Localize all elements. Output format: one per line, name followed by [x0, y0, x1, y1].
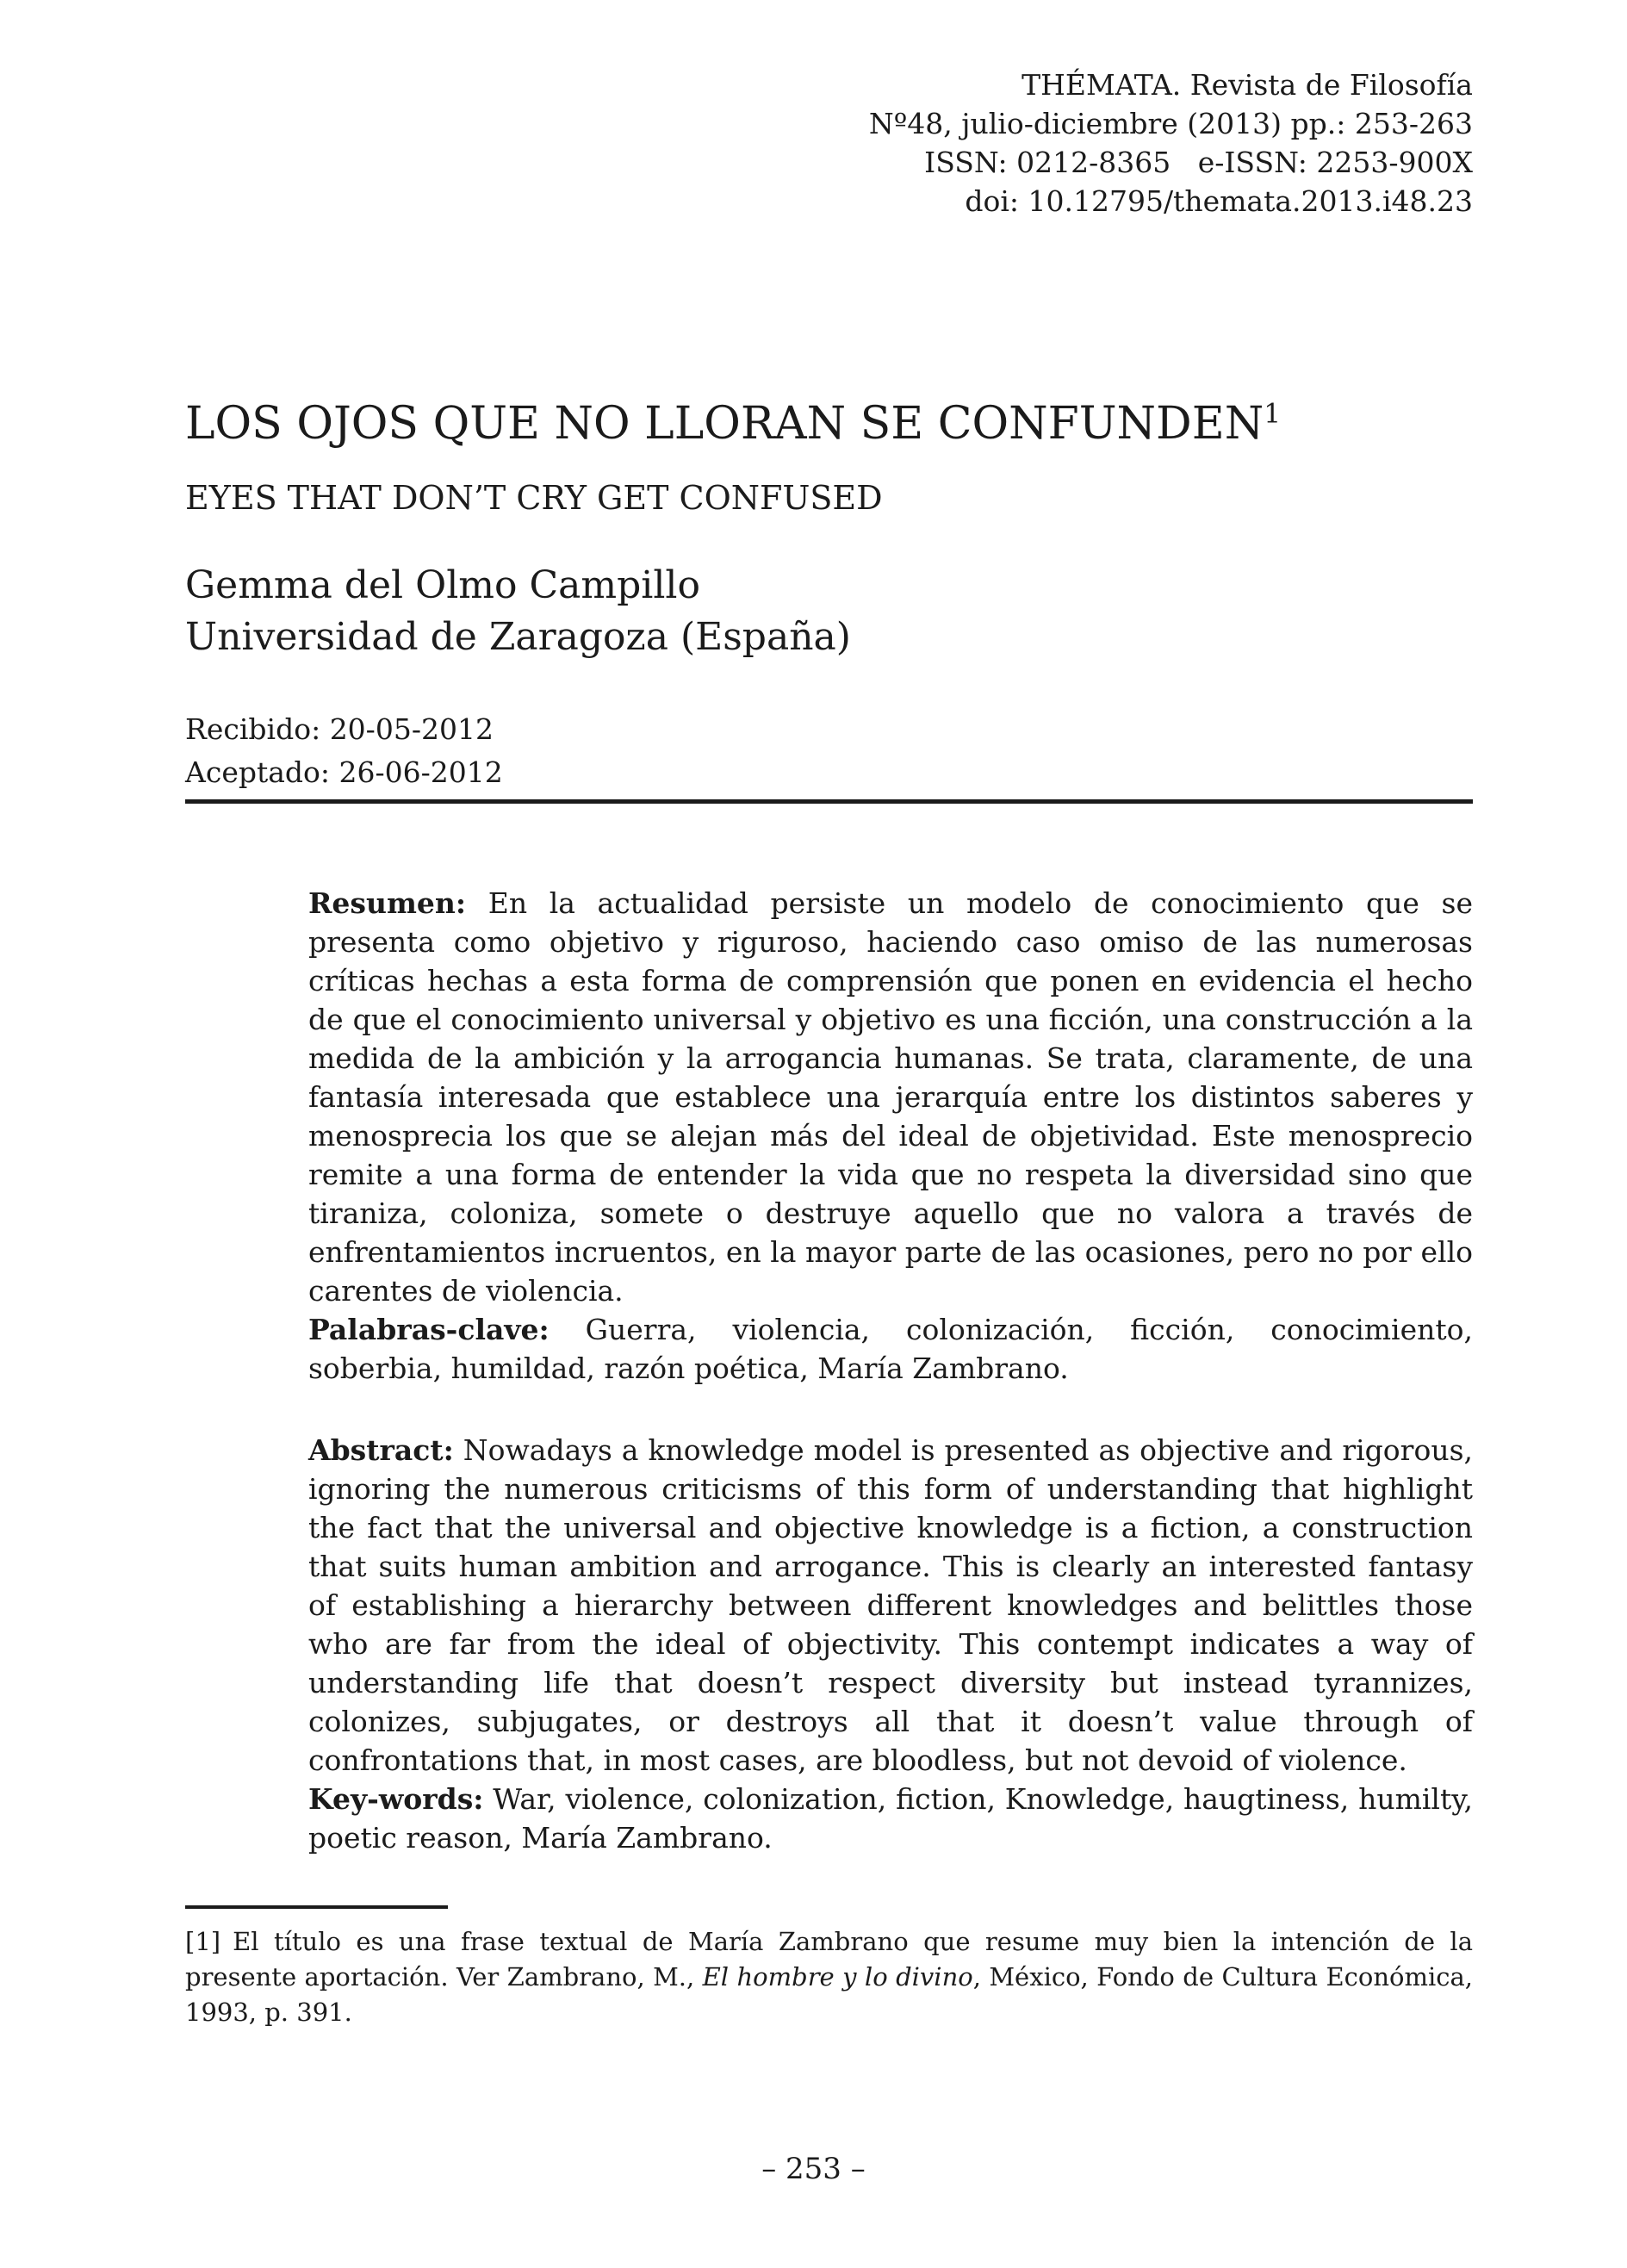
abstract-en-label: Abstract:: [308, 1433, 454, 1467]
received-date: Recibido: 20-05-2012: [185, 712, 494, 746]
journal-issn-line: ISSN: 0212-8365 e-ISSN: 2253-900X: [924, 146, 1473, 179]
author-block: [185, 560, 851, 663]
abstract-es-text: En la actualidad persiste un modelo de conocimiento que se presenta como objetivo y riguroso, haciendo caso omiso de las numerosas críticas hechas a esta forma de comprensión que ponen en evidencia el hecho de que el conocimiento universal y objetivo es una ficción, una construcción a la medida de la ambición y la arrogancia humanas. Se trata, claramente, de una fantasía interesada que establece una jerarquía entre los distintos saberes y menosprecia los que se alejan más del ideal de objetividad. Este menosprecio remite a una forma de entender la vida que no respeta la diversidad sino que tiraniza, coloniza, somete o destruye aquello que no valora a través de enfrentamientos incruentos, en la mayor parte de las ocasiones, pero no por ello carentes de violencia.: [308, 886, 1473, 1308]
keywords-en: [308, 1780, 1473, 1857]
abstract-en-text: Nowadays a knowledge model is presented as objective and rigorous, ignoring the numerous criticisms of this form of understanding that highlight the fact that the universal and objective knowledge is a fiction, a construction that suits human ambition and arrogance. This is clearly an interested fantasy of establishing a hierarchy between different knowledges and belittles those who are far from the ideal of objectivity. This contempt indicates a way of understanding life that doesn’t respect diversity but instead tyrannizes, colonizes, subjugates, or destroys all that it doesn’t value through of confrontations that, in most cases, are bloodless, but not devoid of violence.: [308, 1433, 1473, 1777]
keywords-es-text: Guerra, violencia, colonización, ficción, conocimiento, soberbia, humildad, razón poética, María Zambrano.: [308, 1313, 1473, 1385]
footnote-text-before: El título es una frase textual de María Zambrano que resume muy bien la intención de la presente aportación. Ver Zambrano, M.,: [185, 1927, 1473, 1991]
journal-issue-line: Nº48, julio-diciembre (2013) pp.: 253-263: [868, 107, 1473, 140]
author-affiliation: Universidad de Zaragoza (España): [185, 615, 851, 659]
article-subtitle: EYES THAT DON’T CRY GET CONFUSED: [185, 479, 883, 517]
keywords-en-text: War, violence, colonization, fiction, Knowledge, haugtiness, humilty, poetic reason, María Zambrano.: [308, 1782, 1473, 1855]
footnote-book-title: El hombre y lo divino: [702, 1962, 973, 1991]
author-name: Gemma del Olmo Campillo: [185, 563, 700, 607]
abstract-es: [308, 884, 1473, 1310]
keywords-en-label: Key-words:: [308, 1782, 484, 1816]
footnote-marker: [1]: [185, 1927, 221, 1956]
keywords-es: [308, 1310, 1473, 1388]
journal-header: [869, 65, 1473, 221]
dates-block: [185, 708, 503, 794]
footnote-reference: 1: [1264, 398, 1282, 430]
footnote-text-after: , México, Fondo de Cultura Económica, 1993, p. 391.: [185, 1962, 1474, 2027]
journal-doi-line: doi: 10.12795/themata.2013.i48.23: [965, 184, 1473, 218]
header-divider-rule: [185, 799, 1473, 804]
abstract-es-label: Resumen:: [308, 886, 467, 920]
page-number: – 253 –: [761, 2152, 866, 2186]
keywords-es-label: Palabras-clave:: [308, 1313, 550, 1346]
abstracts-section: [308, 884, 1473, 1857]
accepted-date: Aceptado: 26-06-2012: [185, 755, 503, 789]
article-title: [185, 398, 1506, 450]
article-title-text: LOS OJOS QUE NO LLORAN SE CONFUNDEN: [185, 398, 1264, 450]
footnote-divider-rule: [185, 1905, 448, 1909]
journal-name: THÉMATA. Revista de Filosofía: [1022, 68, 1473, 102]
abstract-en: [308, 1431, 1473, 1780]
footnote: [185, 1924, 1473, 2030]
